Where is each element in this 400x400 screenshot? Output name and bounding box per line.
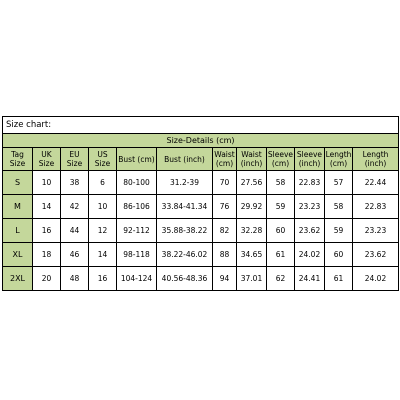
size-tag-cell: 2XL (3, 267, 33, 291)
table-cell: 80-100 (117, 171, 157, 195)
column-header-line: Sleeve (267, 150, 294, 159)
column-header (157, 148, 213, 171)
column-header-line: Bust (inch) (164, 154, 205, 164)
table-cell: 24.02 (353, 267, 399, 291)
column-header (267, 148, 295, 171)
column-header-line: UK (41, 150, 52, 159)
column-header-line: Sleeve (296, 150, 323, 159)
table-row (3, 171, 399, 195)
table-cell: 92-112 (117, 219, 157, 243)
column-header-line: US (97, 150, 108, 159)
column-header-line: Size (94, 159, 111, 168)
table-cell: 20 (33, 267, 61, 291)
column-header-line: Size (66, 159, 83, 168)
table-cell: 37.01 (237, 267, 267, 291)
column-header-line: Waist (241, 150, 262, 159)
table-cell: 42 (61, 195, 89, 219)
table-cell: 23.62 (353, 243, 399, 267)
table-cell: 46 (61, 243, 89, 267)
column-header (33, 148, 61, 171)
table-cell: 44 (61, 219, 89, 243)
table-cell: 76 (213, 195, 237, 219)
table-cell: 61 (267, 243, 295, 267)
column-header-line: Length (325, 150, 352, 159)
table-cell: 23.23 (353, 219, 399, 243)
table-cell: 88 (213, 243, 237, 267)
column-header-line: Size (38, 159, 55, 168)
column-header-line: Size (9, 159, 26, 168)
table-cell: 98-118 (117, 243, 157, 267)
table-cell: 18 (33, 243, 61, 267)
table-cell: 104-124 (117, 267, 157, 291)
column-header (325, 148, 353, 171)
column-header (3, 148, 33, 171)
column-header-line: Waist (214, 150, 235, 159)
table-cell: 23.23 (295, 195, 325, 219)
table-cell: 94 (213, 267, 237, 291)
table-cell: 40.56-48.36 (157, 267, 213, 291)
size-tag-cell: XL (3, 243, 33, 267)
table-cell: 22.83 (295, 171, 325, 195)
column-header-line: Bust (cm) (118, 154, 155, 164)
table-cell: 70 (213, 171, 237, 195)
table-cell: 35.88-38.22 (157, 219, 213, 243)
table-row (3, 219, 399, 243)
size-tag-cell: M (3, 195, 33, 219)
size-tag-cell: L (3, 219, 33, 243)
column-header (61, 148, 89, 171)
table-row (3, 267, 399, 291)
column-header-line: (inch) (298, 159, 321, 168)
column-header (295, 148, 325, 171)
table-row (3, 195, 399, 219)
table-cell: 38.22-46.02 (157, 243, 213, 267)
column-header-line: (cm) (329, 159, 348, 168)
table-cell: 22.83 (353, 195, 399, 219)
table-cell: 57 (325, 171, 353, 195)
table-cell: 48 (61, 267, 89, 291)
table-cell: 31.2-39 (157, 171, 213, 195)
column-header-line: (inch) (364, 159, 387, 168)
table-cell: 58 (325, 195, 353, 219)
column-header-line: (cm) (271, 159, 290, 168)
column-header-line: Tag (11, 150, 24, 159)
table-cell: 60 (267, 219, 295, 243)
column-header-line: EU (69, 150, 80, 159)
column-header (213, 148, 237, 171)
table-cell: 27.56 (237, 171, 267, 195)
table-cell: 10 (89, 195, 117, 219)
size-chart-title: Size chart: (3, 117, 399, 134)
table-cell: 14 (33, 195, 61, 219)
table-cell: 6 (89, 171, 117, 195)
table-cell: 14 (89, 243, 117, 267)
size-chart (2, 116, 398, 291)
column-header (353, 148, 399, 171)
table-cell: 10 (33, 171, 61, 195)
table-cell: 16 (33, 219, 61, 243)
size-details-header: Size-Details (cm) (3, 134, 399, 148)
table-cell: 23.62 (295, 219, 325, 243)
table-cell: 58 (267, 171, 295, 195)
column-header (237, 148, 267, 171)
column-header (117, 148, 157, 171)
table-cell: 33.84-41.34 (157, 195, 213, 219)
table-cell: 34.65 (237, 243, 267, 267)
column-header-row (3, 148, 399, 171)
table-cell: 22.44 (353, 171, 399, 195)
column-header-line: Length (362, 150, 389, 159)
table-cell: 59 (267, 195, 295, 219)
column-header-line: (cm) (215, 159, 234, 168)
table-cell: 82 (213, 219, 237, 243)
size-tag-cell: S (3, 171, 33, 195)
table-cell: 59 (325, 219, 353, 243)
table-cell: 86-106 (117, 195, 157, 219)
size-chart-table (2, 116, 399, 291)
table-cell: 38 (61, 171, 89, 195)
table-cell: 16 (89, 267, 117, 291)
table-cell: 29.92 (237, 195, 267, 219)
table-cell: 12 (89, 219, 117, 243)
table-cell: 62 (267, 267, 295, 291)
table-row (3, 243, 399, 267)
table-cell: 24.41 (295, 267, 325, 291)
table-cell: 32.28 (237, 219, 267, 243)
table-cell: 60 (325, 243, 353, 267)
table-cell: 61 (325, 267, 353, 291)
column-header (89, 148, 117, 171)
column-header-line: (inch) (240, 159, 263, 168)
table-cell: 24.02 (295, 243, 325, 267)
